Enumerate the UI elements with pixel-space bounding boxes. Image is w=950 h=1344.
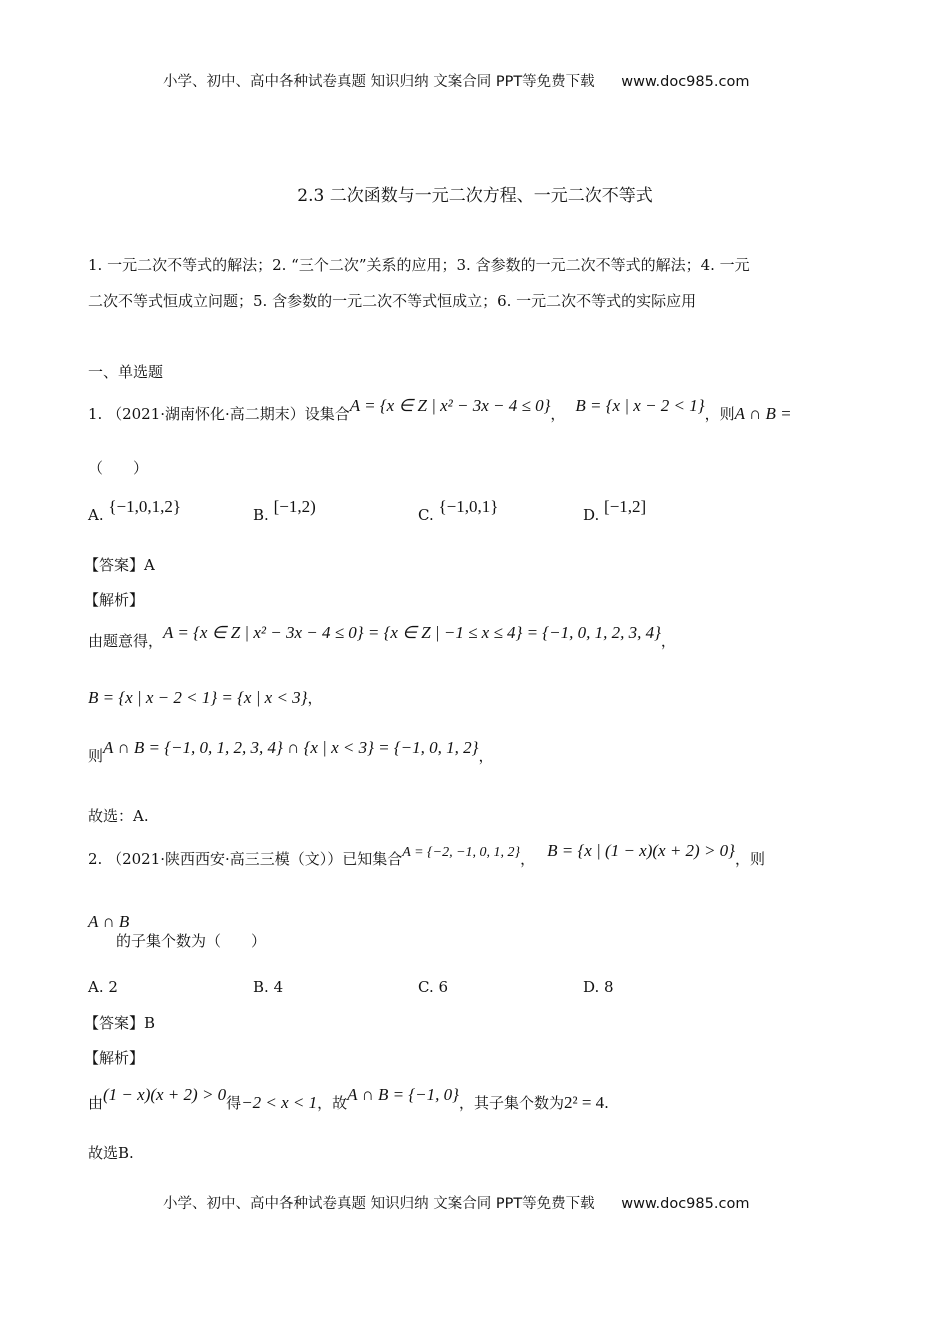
q2-conclusion: 故选B. (88, 1144, 134, 1162)
q1-sep: ， (550, 405, 566, 423)
q1-option-a[interactable]: A. {−1,0,1,2} (88, 497, 182, 524)
q2-option-a[interactable]: A. 2 (88, 978, 118, 996)
q1-step-1: 由题意得，A = {x ∈ Z | x² − 3x − 4 ≤ 0} = {x ∈ Z | −1 ≤ x ≤ 4} = {−1, 0, 1, 2, 3, 4}， (88, 623, 676, 650)
q1-option-c[interactable]: C. {−1,0,1} (418, 497, 499, 524)
question-1-stem (88, 396, 792, 424)
q1-step-2: B = {x | x − 2 < 1} = {x | x < 3}， (88, 688, 323, 707)
q1-ask: A ∩ B = (734, 404, 792, 423)
q1-set-b: B = {x | x − 2 < 1} (575, 396, 705, 415)
footer-text: 小学、初中、高中各种试卷真题 知识归纳 文案合同 PPT等免费下载 (163, 1196, 595, 1212)
q1-set-a: A = {x ∈ Z | x² − 3x − 4 ≤ 0} (349, 396, 551, 415)
q2-solution: 由(1 − x)(x + 2) > 0得−2 < x < 1，故A ∩ B = {−1, 0}，其子集个数为2² = 4. (88, 1085, 609, 1112)
q1-tail: ，则 (704, 405, 735, 423)
q1-stem-text: 1. （2021·湖南怀化·高二期末）设集合 (88, 405, 350, 423)
header-text: 小学、初中、高中各种试卷真题 知识归纳 文案合同 PPT等免费下载 (163, 74, 595, 90)
q1-analysis-label: 【解析】 (84, 591, 145, 609)
q2-analysis-label: 【解析】 (84, 1049, 145, 1067)
page-footer (163, 1192, 749, 1213)
q2-ask-tail: 的子集个数为（ ） (116, 932, 267, 950)
q1-option-d[interactable]: D. [−1,2] (583, 497, 647, 524)
q1-step-3: 则A ∩ B = {−1, 0, 1, 2, 3, 4} ∩ {x | x < 3} = {−1, 0, 1, 2}， (88, 738, 494, 765)
q2-option-d[interactable]: D. 8 (583, 978, 614, 996)
topics-line-2: 二次不等式恒成立问题；5. 含参数的一元二次不等式恒成立；6. 一元二次不等式的实际应用 (88, 292, 697, 310)
footer-site-link[interactable]: www.doc985.com (621, 1196, 750, 1212)
q1-conclusion: 故选：A. (88, 807, 149, 825)
q1-paren: （ ） (88, 459, 149, 477)
q1-option-b[interactable]: B. [−1,2) (253, 497, 316, 524)
topics-line-1: 1. 一元二次不等式的解法；2. “三个二次”关系的应用；3. 含参数的一元二次不等式的解法；4. 一元 (88, 256, 750, 274)
q2-answer: 【答案】B (84, 1014, 156, 1032)
question-2-stem: 2. （2021·陕西西安·高三三模（文））已知集合A = {−2, −1, 0, 1, 2}， B = {x | (1 − x)(x + 2) > 0}，则 (88, 841, 765, 868)
page-title: 2.3 二次函数与一元二次方程、一元二次不等式 (297, 186, 653, 206)
q2-option-c[interactable]: C. 6 (418, 978, 449, 996)
header-site-link[interactable]: www.doc985.com (621, 74, 750, 90)
q2-option-b[interactable]: B. 4 (253, 978, 284, 996)
section-heading: 一、单选题 (88, 363, 164, 381)
page-header (163, 70, 749, 91)
q1-answer: 【答案】A (84, 556, 155, 574)
q1-options (88, 497, 748, 525)
q2-options (88, 978, 748, 996)
q2-ask: A ∩ B (88, 912, 130, 931)
